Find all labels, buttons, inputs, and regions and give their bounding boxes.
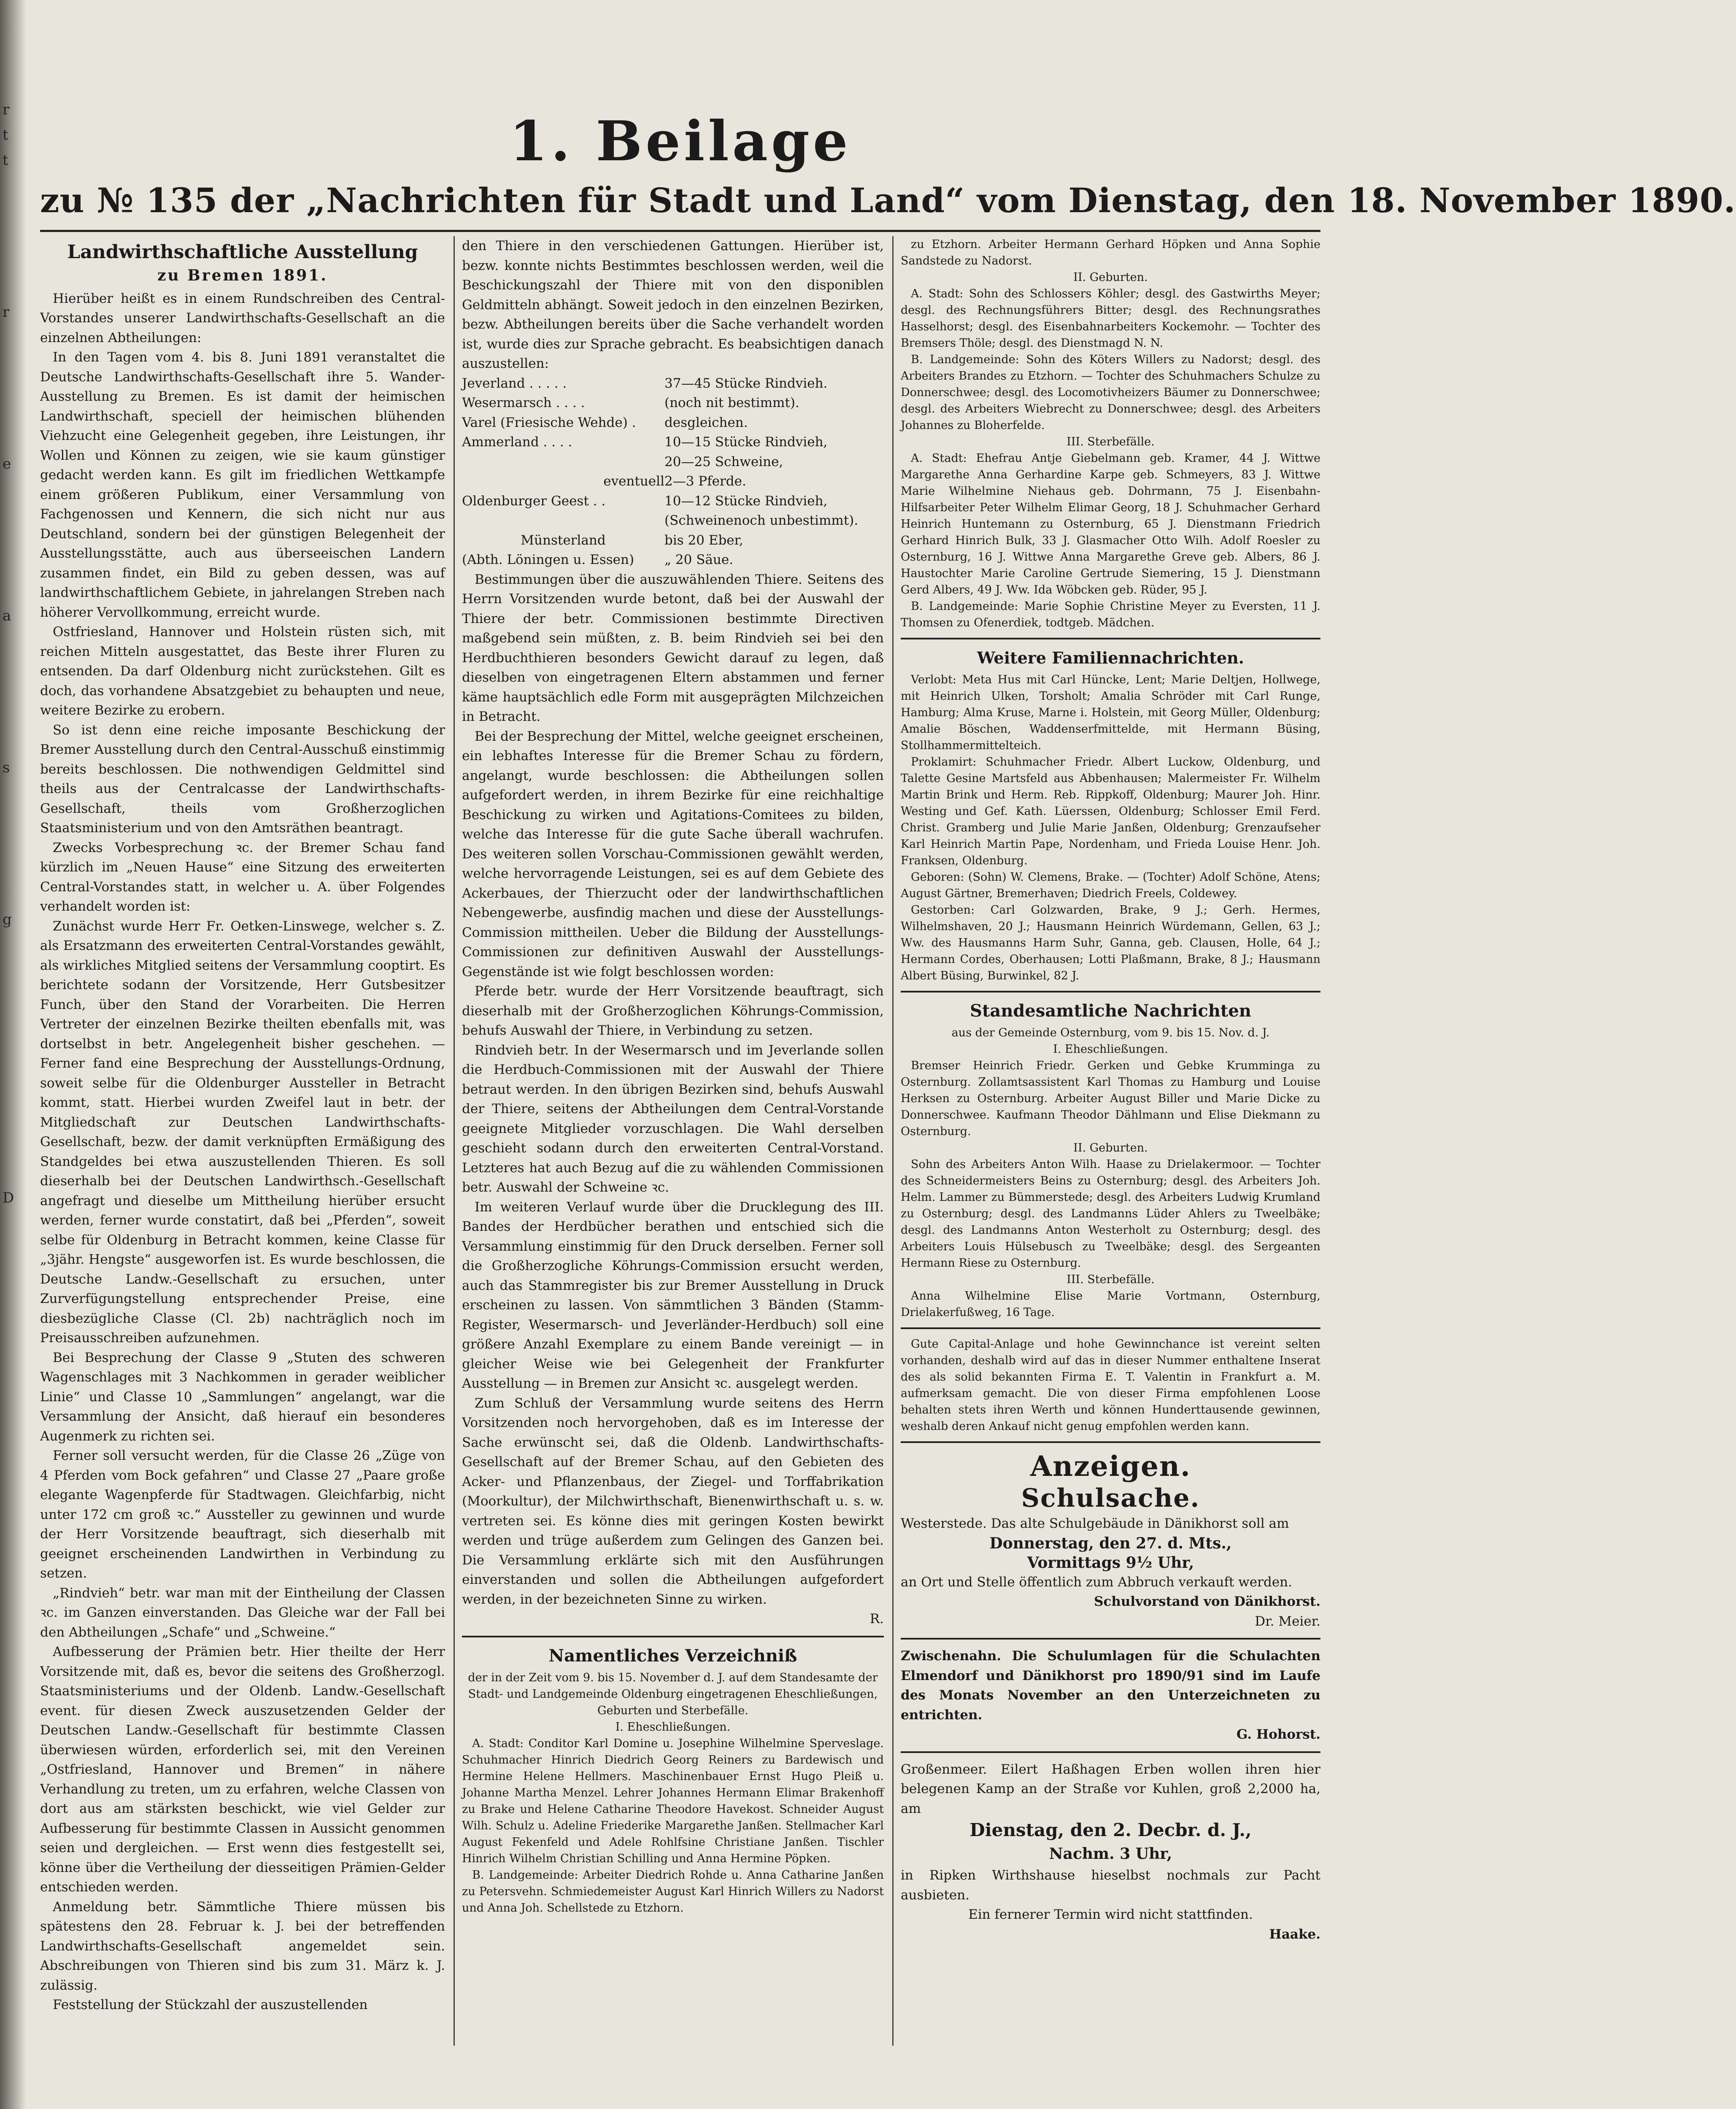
paragraph: Zunächst wurde Herr Fr. Oetken-Linswege, welcher s. Z. als Ersatzmann des erweiterten Central-Vorstandes gewählt, als wirkliches Mitglied seitens der Versammlung cooptirt. Es berichtete sodann der Vorsitzende, Herr Gutsbesitzer Funch, über den Stand der Vorarbeiten. Die Herren Vertreter der einzelnen Bezirke theilten ebenfalls mit, was dortselbst in betr. Angelegenheit bisher geschehen. — Ferner fand eine Besprechung der Ausstellungs-Ordnung, soweit selbe für die Oldenburger Aussteller in Betracht kommt, statt. Hierbei wurden Zweifel laut in betr. der Mitgliedschaft zur Deutschen Landwirthschafts-Gesellschaft, bezw. der damit verknüpften Ermäßigung des Standgeldes bei etwa auszustellenden Thieren. Es soll dieserhalb bei der Deutschen Landwirthsch.-Gesellschaft angefragt und dieselbe um Mittheilung hierüber ersucht werden, ferner wurde constatirt, daß bei „Pferden“, soweit selbe für Oldenburg in Betracht kommen, keine Classe für „3jähr. Hengste“ ausgeworfen ist. Es wurde beschlossen, die Deutsche Landw.-Gesellschaft zu ersuchen, unter Zurverfügungstellung entsprechender Preise, eine diesbezügliche Classe (Cl. 2b) nachträglich noch im Preisausschreiben aufzunehmen. [40, 918, 445, 1346]
paragraph: Ferner soll versucht werden, für die Classe 26 „Züge von 4 Pferden vom Bock gefahren“ und Classe 27 „Paare große elegante Wagenpferde für Stadtwagen. Gleichfarbig, nicht unter 172 cm groß ꝛc.“ Aussteller zu gewinnen und wurde der Herr Vorsitzende beauftragt, sich dieserhalb mit geeignet erscheinenden Landwirthen in Verbindung zu setzen. [40, 1448, 445, 1581]
list-region: eventuell [603, 474, 664, 489]
paragraph: B. Landgemeinde: Sohn des Köters Willers zu Nadorst; desgl. des Arbeiters Brandes zu Etzhorn. — Tochter des Schuhmachers Schulze zu Donnerschwee; desgl. des Locomotivheizers Bäumer zu Donnerschwee; desgl. des Arbeiters Wiebrecht zu Donnerschwee; desgl. des Arbeiters Johannes zu Bloherfelde. [901, 353, 1320, 432]
list-item [462, 472, 884, 491]
paragraph: Bremser Heinrich Friedr. Gerken und Gebke Krumminga zu Osternburg. Zollamtsassistent Karl Thomas zu Hamburg und Louise Herksen zu Osternburg. Arbeiter August Biller und Marie Dicke zu Donnerschwee. Kaufmann Theodor Dählmann und Elise Diekmann zu Osternburg. [901, 1059, 1320, 1138]
paragraph: Hierüber heißt es in einem Rundschreiben des Central-Vorstandes unserer Landwirthschafts-Gesellschaft an die einzelnen Abtheilungen: [40, 291, 445, 345]
paragraph: Anna Wilhelmine Elise Marie Vortmann, Osternburg, Drielakerfußweg, 16 Tage. [901, 1289, 1320, 1319]
paragraph: Sohn des Arbeiters Anton Wilh. Haase zu Drielakermoor. — Tochter des Schneidermeisters Beins zu Osternburg; desgl. des Arbeiters Joh. Helm. Lammer zu Bümmerstede; desgl. des Arbeiters Ludwig Krumland zu Osternburg; desgl. des Landmanns Lüder Ahlers zu Tweelbäke; desgl. des Landmanns Anton Westerholt zu Osternburg; desgl. des Arbeiters Louis Hülsebusch zu Tweelbäke; desgl. des Sergeanten Hermann Riese zu Osternburg. [901, 1158, 1320, 1270]
section-heading: I. Eheschließungen. [1053, 1043, 1168, 1056]
gr-time: Nachm. 3 Uhr, [1049, 1845, 1172, 1863]
paragraph: Feststellung der Stückzahl der auszustellenden [53, 1997, 368, 2012]
exhibit-list [462, 374, 884, 570]
list-item [462, 491, 884, 511]
separator [901, 1441, 1320, 1443]
paragraph: A. Stadt: Conditor Karl Domine u. Josephine Wilhelmine Sperveslage. Schuhmacher Hinrich Diedrich Georg Reiners zu Bardewisch und Hermine Helene Hellmers. Maschinenbauer Ernst Hugo Pleiß u. Johanne Martha Menzel. Lehrer Johannes Hermann Elimar Brakenhoff zu Brake und Helene Catharine Theodore Havekost. Schneider August Wilh. Schulz u. Adeline Friederike Margarethe Janßen. Stellmacher Karl August Fekenfeld und Adele Rohlfsine Christiane Janßen. Tischler Hinrich Wilhelm Christian Schilling und Anna Hermine Pöpken. [462, 1737, 884, 1865]
paragraph: Bestimmungen über die auszuwählenden Thiere. Seitens des Herrn Vorsitzenden wurde betont, daß bei der Auswahl der Thiere der betr. Commissionen bestimmte Directiven maßgebend sein müßten, z. B. beim Rindvieh sei bei den Herdbuchthieren besonders Gewicht darauf zu legen, daß dieselben von eingetragenen Eltern abstammen und ferner käme hauptsächlich edle Form mit ausgeprägten Milchzeichen in Betracht. [462, 572, 884, 724]
paragraph: Ein fernerer Termin wird nicht stattfinden. [968, 1907, 1253, 1922]
signature: R. [869, 1611, 884, 1626]
newspaper-page [40, 51, 1736, 2084]
list-region [462, 511, 664, 531]
section-heading: II. Geburten. [1073, 1141, 1148, 1154]
edge-letter: r [3, 304, 10, 321]
list-region: Ammerland . . . . [462, 434, 572, 450]
paragraph: zu Etzhorn. Arbeiter Hermann Gerhard Höpken und Anna Sophie Sandstede zu Nadorst. [901, 238, 1320, 267]
paragraph: Im weiteren Verlauf wurde über die Drucklegung des III. Bandes der Herdbücher berathen und entschied sich die Versammlung einstimmig für den Druck derselben. Ferner soll die Großherzogliche Köhrungs-Commission ersucht werden, auch das Stammregister bis zur Bremer Ausstellung in Druck erscheinen zu lassen. Von sämmtlichen 3 Bänden (Stamm-Register, Wesermarsch- und Jeverländer-Herdbuch) soll eine größere Anzahl Exemplare zu einem Bande vereinigt — in gleicher Weise wie bei Gelegenheit der Frankfurter Ausstellung — in Bremen zur Ansicht ꝛc. ausgelegt werden. [462, 1199, 884, 1391]
list-value: 37—45 Stücke Rindvieh. [664, 375, 828, 391]
zw-sign: G. Hohorst. [1236, 1727, 1320, 1742]
list-value: 10—12 Stücke Rindvieh, [664, 493, 828, 509]
list-region: Jeverland . . . . . [462, 375, 567, 391]
school-sign-2: Dr. Meier. [1255, 1613, 1320, 1629]
separator [901, 991, 1320, 992]
family-title: Weitere Familiennachrichten. [977, 648, 1244, 667]
separator [901, 1751, 1320, 1753]
page-subtitle: zu № 135 der „Nachrichten für Stadt und Land“ vom Dienstag, den 18. November 1890. [40, 181, 1736, 220]
column-3 [901, 236, 1320, 1944]
separator [901, 1327, 1320, 1329]
paragraph: Bei Besprechung der Classe 9 „Stuten des schweren Wagenschlages mit 3 Nachkommen in gerader weiblicher Linie“ und Classe 10 „Sammlungen“ angelangt, war die Versammlung der Ansicht, daß hierauf ein besonderes Augenmerk zu richten sei. [40, 1350, 445, 1444]
edge-letter: t [3, 152, 8, 169]
paragraph: Gestorben: Carl Golzwarden, Brake, 9 J.; Gerh. Hermes, Wilhelmshaven, 20 J.; Hausmann Heinrich Würdemann, Gellen, 63 J.; Ww. des Hausmanns Harm Suhr, Ganna, geb. Clausen, Holle, 64 J.; Hermann Cordes, Oberhausen; Lotti Plaßmann, Brake, 8 J.; Hausmann Albert Büsing, Burwinkel, 82 J. [901, 903, 1320, 982]
edge-letter: g [3, 911, 12, 928]
list-region [462, 452, 664, 472]
separator [901, 1638, 1320, 1640]
paragraph: Ostfriesland, Hannover und Holstein rüsten sich, mit reichen Mitteln ausgestattet, das Beste ihrer Fluren zu entsenden. Da darf Oldenburg nicht zurückstehen. Gilt es doch, das vorhandene Absatzgebiet zu behaupten und neue, weitere Bezirke zu erobern. [40, 624, 445, 718]
paragraph: In den Tagen vom 4. bis 8. Juni 1891 veranstaltet die Deutsche Landwirthschafts-Gesellschaft ihre 5. Wander-Ausstellung zu Bremen. Es ist damit der heimischen Landwirthschaft, speciell der heimischen blühenden Viehzucht eine Gelegenheit gegeben, ihre Leistungen, ihr Wollen und Können zu zeigen, wie sie kaum günstiger gedacht werden kann. Es gilt im friedlichen Wettkampfe einem größeren Publikum, einer Versammlung von Fachgenossen und Kennern, die sich nicht nur aus Deutschland, sondern bei der günstigen Belegenheit der Ausstellungsstätte, auch aus überseeischen Landern zusammen findet, ein Bild zu geben dessen, was auf landwirthschaftlichem Gebiete, in jahrelangen Streben nach höherer Vervollkommung, erreicht wurde. [40, 350, 445, 620]
paragraph: Westerstede. Das alte Schulgebäude in Dänikhorst soll am [901, 1516, 1289, 1531]
header-rule [40, 230, 1320, 232]
edge-letter: r [3, 101, 10, 118]
edge-letter: s [3, 759, 10, 776]
paragraph: Geboren: (Sohn) W. Clemens, Brake. — (Tochter) Adolf Schöne, Atens; August Gärtner, Bremerhaven; Diedrich Freels, Coldewey. [901, 871, 1320, 900]
list-value: 20—25 Schweine, [664, 454, 783, 469]
paragraph: B. Landgemeinde: Arbeiter Diedrich Rohde u. Anna Catharine Janßen zu Petersvehn. Schmiedemeister August Karl Hinrich Willers zu Nadorst und Anna Joh. Schellstede zu Etzhorn. [462, 1868, 884, 1915]
column-divider [454, 236, 455, 2046]
section-heading: II. Geburten. [1073, 271, 1148, 284]
list-region: (Abth. Löningen u. Essen) [462, 552, 634, 567]
column-2 [462, 236, 884, 1916]
list-region: Varel (Friesische Wehde) . [462, 415, 636, 430]
register-intro: der in der Zeit vom 9. bis 15. November d. J. auf dem Standesamte der Stadt- und Landgemeinde Oldenburg eingetragenen Eheschließungen, Geburten und Sterbefälle. [468, 1671, 878, 1717]
paragraph: in Ripken Wirthshause hieselbst nochmals zur Pacht ausbieten. [901, 1868, 1320, 1903]
column-1 [40, 236, 445, 2015]
separator [462, 1636, 884, 1637]
ads-title: Anzeigen. [1030, 1450, 1191, 1483]
section-heading: III. Sterbefälle. [1066, 1273, 1155, 1286]
list-item [462, 550, 884, 570]
paragraph: an Ort und Stelle öffentlich zum Abbruch verkauft werden. [901, 1574, 1293, 1590]
list-item [462, 452, 884, 472]
register-title: Namentliches Verzeichniß [548, 1645, 797, 1666]
list-value: „ 20 Säue. [664, 552, 734, 567]
list-value: desgleichen. [664, 415, 748, 430]
paragraph: Zum Schluß der Versammlung wurde seitens des Herrn Vorsitzenden noch hervorgehoben, daß es im Interesse der Sache erwünscht sei, daß die Oldenb. Landwirthschafts-Gesellschaft auf der Bremer Schau, auf den Gebieten des Acker- und Pflanzenbaus, der Ziegel- und Torffabrikation (Moorkultur), der Milchwirthschaft, Bienenwirthschaft u. s. w. vertreten sei. Es könne dies mit geringen Kosten bewirkt werden und trüge außerdem zum Gelingen des Ganzen bei. Die Versammlung erklärte sich mit den Ausführungen einverstanden und sollen die Abtheilungen aufgefordert werden, in der bezeichneten Sinne zu wirken. [462, 1395, 884, 1607]
list-value: bis 20 Eber, [664, 532, 743, 548]
paragraph: Aufbesserung der Prämien betr. Hier theilte der Herr Vorsitzende mit, daß es, bevor die seitens des Großherzogl. Staatsministeriums und der Oldenb. Landw.-Gesellschaft event. für diesen Zweck auszusetzenden Gelder der Deutschen Landw.-Gesellschaft für bestimmte Classen überwiesen würden, erforderlich sei, mit den Vereinen „Ostfriesland, Hannover und Bremen“ in nähere Verhandlung zu treten, um zu erfahren, welche Classen von dort aus am stärksten beschickt, wie viel Gelder zur Aufbesserung für bestimmte Classen in Aussicht genommen seien und dergleichen. — Erst wenn dies festgestellt sei, könne über die Vertheilung der diesseitigen Prämien-Gelder entschieden werden. [40, 1644, 445, 1895]
paragraph: So ist denn eine reiche imposante Beschickung der Bremer Ausstellung durch den Central-Ausschuß einstimmig bereits beschlossen. Die nothwendigen Geldmittel sind theils aus der Centralcasse der Landwirthschafts-Gesellschaft, theils vom Großherzoglichen Staatsministerium und von den Amtsräthen beantragt. [40, 722, 445, 836]
valentin-notice: Gute Capital-Anlage und hohe Gewinnchance ist vereint selten vorhanden, deshalb wird auf das in dieser Nummer enthaltene Inserat des als solid bekannten Firma E. T. Valentin in Frankfurt a. M. aufmerksam gemacht. Die von dieser Firma empfohlenen Loose behalten stets ihren Werth und können Hunderttausende gewinnen, weshalb deren Ankauf nicht genug empfohlen werden kann. [901, 1338, 1320, 1433]
list-value: 10—15 Stücke Rindvieh, [664, 434, 828, 450]
paragraph: Zwecks Vorbesprechung ꝛc. der Bremer Schau fand kürzlich im „Neuen Hause“ eine Sitzung des erweiterten Central-Vorstandes statt, in welcher u. A. über Folgendes verhandelt worden ist: [40, 840, 445, 914]
paragraph: Pferde betr. wurde der Herr Vorsitzende beauftragt, sich dieserhalb mit der Großherzoglichen Köhrungs-Commission, behufs Auswahl der Thiere, in Verbindung zu setzen. [462, 984, 884, 1038]
standesamt-title: Standesamtliche Nachrichten [970, 1001, 1251, 1021]
section-heading: III. Sterbefälle. [1066, 435, 1155, 448]
list-item [462, 432, 884, 452]
list-item [462, 531, 884, 550]
paragraph: „Rindvieh“ betr. war man mit der Eintheilung der Classen ꝛc. im Ganzen einverstanden. Das Gleiche war der Fall bei den Abtheilungen „Schafe“ und „Schweine.“ [40, 1585, 445, 1640]
school-time: Vormittags 9½ Uhr, [1027, 1553, 1194, 1572]
paragraph: Rindvieh betr. In der Wesermarsch und im Jeverlande sollen die Herdbuch-Commissionen mit der Auswahl der Thiere betraut werden. In den übrigen Bezirken sind, behufs Auswahl der Thiere, seitens der Abtheilungen dem Central-Vorstande geeignete Mitglieder vorzuschlagen. Die Wahl derselben geschieht sodann durch den erweiterten Central-Vorstand. Letzteres hat auch Bezug auf die zu wählenden Commissionen betr. Auswahl der Schweine ꝛc. [462, 1042, 884, 1195]
paragraph: Großenmeer. Eilert Haßhagen Erben wollen ihren hier belegenen Kamp an der Straße vor Kuhlen, groß 2,2000 ha, am [901, 1761, 1320, 1816]
edge-letters [3, 97, 19, 1211]
list-region: Oldenburger Geest . . [462, 493, 606, 509]
school-date: Donnerstag, den 27. d. Mts., [989, 1534, 1232, 1552]
gr-sign: Haake. [1269, 1926, 1320, 1942]
list-value: (noch nit bestimmt). [664, 395, 799, 410]
list-value: (Schweinenoch unbestimmt). [664, 513, 859, 528]
list-item [462, 374, 884, 394]
paragraph: Bei der Besprechung der Mittel, welche geeignet erscheinen, ein lebhaftes Interesse für die Bremer Schau zu fördern, angelangt, wurde beschlossen: die Abtheilungen sollen aufgefordert werden, in ihrem Bezirke für eine reichhaltige Beschickung zu wirken und Agitations-Comitees zu bilden, welche das Interesse für die gute Sache überall wachrufen. Des weiteren sollen Vorschau-Commissionen gewählt werden, welche hervorragende Leistungen, sei es auf dem Gebiete des Ackerbaues, der Thierzucht oder der landwirthschaftlichen Nebengewerbe, ausfindig machen und diese der Ausstellungs-Commission mittheilen. Ueber die Bildung der Ausstellungs-Commissionen zur definitiven Auswahl der Ausstellungs-Gegenstände ist wie folgt beschlossen worden: [462, 728, 884, 979]
standesamt-intro: aus der Gemeinde Osternburg, vom 9. bis 15. Nov. d. J. [951, 1026, 1270, 1039]
school-title: Schulsache. [1021, 1483, 1200, 1513]
article-title: Landwirthschaftliche Ausstellung [67, 241, 418, 263]
edge-letter: a [3, 607, 11, 624]
gr-date: Dienstag, den 2. Decbr. d. J., [969, 1820, 1252, 1840]
paragraph: den Thiere in den verschiedenen Gattungen. Hierüber ist, bezw. konnte nichts Bestimmtes beschlossen werden, weil die Beschickungszahl der Thiere mit von den disponiblen Geldmitteln abhängt. Soweit jedoch in den einzelnen Bezirken, bezw. Abtheilungen bereits über die Sache verhandelt worden ist, wurde dies zur Sprache gebracht. Es beabsichtigen danach auszustellen: [462, 238, 884, 371]
edge-letter: D [3, 1189, 14, 1206]
page-title: 1. Beilage [509, 109, 851, 173]
list-item [462, 393, 884, 413]
paragraph: A. Stadt: Sohn des Schlossers Köhler; desgl. des Gastwirths Meyer; desgl. des Rechnungsführers Bitter; desgl. des Rechnungsrathes Hasselhorst; desgl. des Eisenbahnarbeiters Kockemohr. — Tochter des Bremsers Thöle; desgl. des Dienstmagd N. N. [901, 287, 1320, 350]
edge-letter: t [3, 127, 8, 143]
separator [901, 638, 1320, 639]
paragraph: Anmeldung betr. Sämmtliche Thiere müssen bis spätestens den 28. Februar k. J. bei der betreffenden Landwirthschafts-Gesellschaft angemeldet sein. Abschreibungen von Thieren sind bis zum 31. März k. J. zulässig. [40, 1899, 445, 1993]
paragraph: B. Landgemeinde: Marie Sophie Christine Meyer zu Eversten, 11 J. Thomsen zu Ofenerdiek, todtgeb. Mädchen. [901, 600, 1320, 629]
list-item [462, 413, 884, 433]
paragraph: Proklamirt: Schuhmacher Friedr. Albert Luckow, Oldenburg, und Talette Gesine Martsfeld aus Abbenhausen; Malermeister Fr. Wilhelm Martin Brink und Herm. Reb. Rippkoff, Oldenburg; Maurer Joh. Hinr. Westing und Gef. Kath. Lüerssen, Oldenburg; Schlosser Emil Ferd. Christ. Gramberg und Julie Marie Janßen, Oldenburg; Grenzaufseher Karl Heinrich Martin Pape, Nordenham, und Frieda Louise Henr. Joh. Franksen, Oldenburg. [901, 755, 1320, 867]
paragraph: Verlobt: Meta Hus mit Carl Hüncke, Lent; Marie Deltjen, Hollwege, mit Heinrich Ulken, Torsholt; Amalia Schröder mit Carl Runge, Hamburg; Alma Kruse, Marne i. Holstein, mit Georg Müller, Oldenburg; Amalie Böschen, Waddenserfmittelde, mit Hermann Büsing, Stollhammermittelteich. [901, 673, 1320, 752]
article-subtitle: zu Bremen 1891. [157, 267, 328, 284]
list-item [462, 511, 884, 531]
list-value: 2—3 Pferde. [664, 474, 746, 489]
register-heading: I. Eheschließungen. [615, 1720, 731, 1734]
list-region: Münsterland [521, 532, 606, 548]
paragraph: Zwischenahn. Die Schulumlagen für die Schulachten Elmendorf und Dänikhorst pro 1890/91 sind im Laufe des Monats November an den Unterzeichneten zu entrichten. [901, 1648, 1320, 1723]
page-edge [0, 0, 26, 2109]
school-sign: Schulvorstand von Dänikhorst. [1094, 1594, 1320, 1609]
list-region: Wesermarsch . . . . [462, 395, 585, 410]
paragraph: A. Stadt: Ehefrau Antje Giebelmann geb. Kramer, 44 J. Wittwe Margarethe Anna Gerhardine Karpe geb. Schmeyers, 83 J. Wittwe Marie Wilhelmine Niehaus geb. Dohrmann, 75 J. Eisenbahn-Hilfsarbeiter Peter Wilhelm Elimar Georg, 18 J. Schuhmacher Gerhard Heinrich Huntemann zu Osternburg, 65 J. Dienstmann Friedrich Gerhard Hinrich Bulk, 33 J. Glasmacher Otto Wilh. Adolf Roesler zu Osternburg, 16 J. Wittwe Anna Margarethe Greve geb. Albers, 86 J. Haustochter Marie Caroline Gertrude Siemering, 15 J. Dienstmann Gerd Albers, 49 J. Ww. Ida Wöbcken geb. Rüder, 95 J. [901, 452, 1320, 596]
edge-letter: e [3, 456, 11, 472]
column-divider [892, 236, 894, 2046]
